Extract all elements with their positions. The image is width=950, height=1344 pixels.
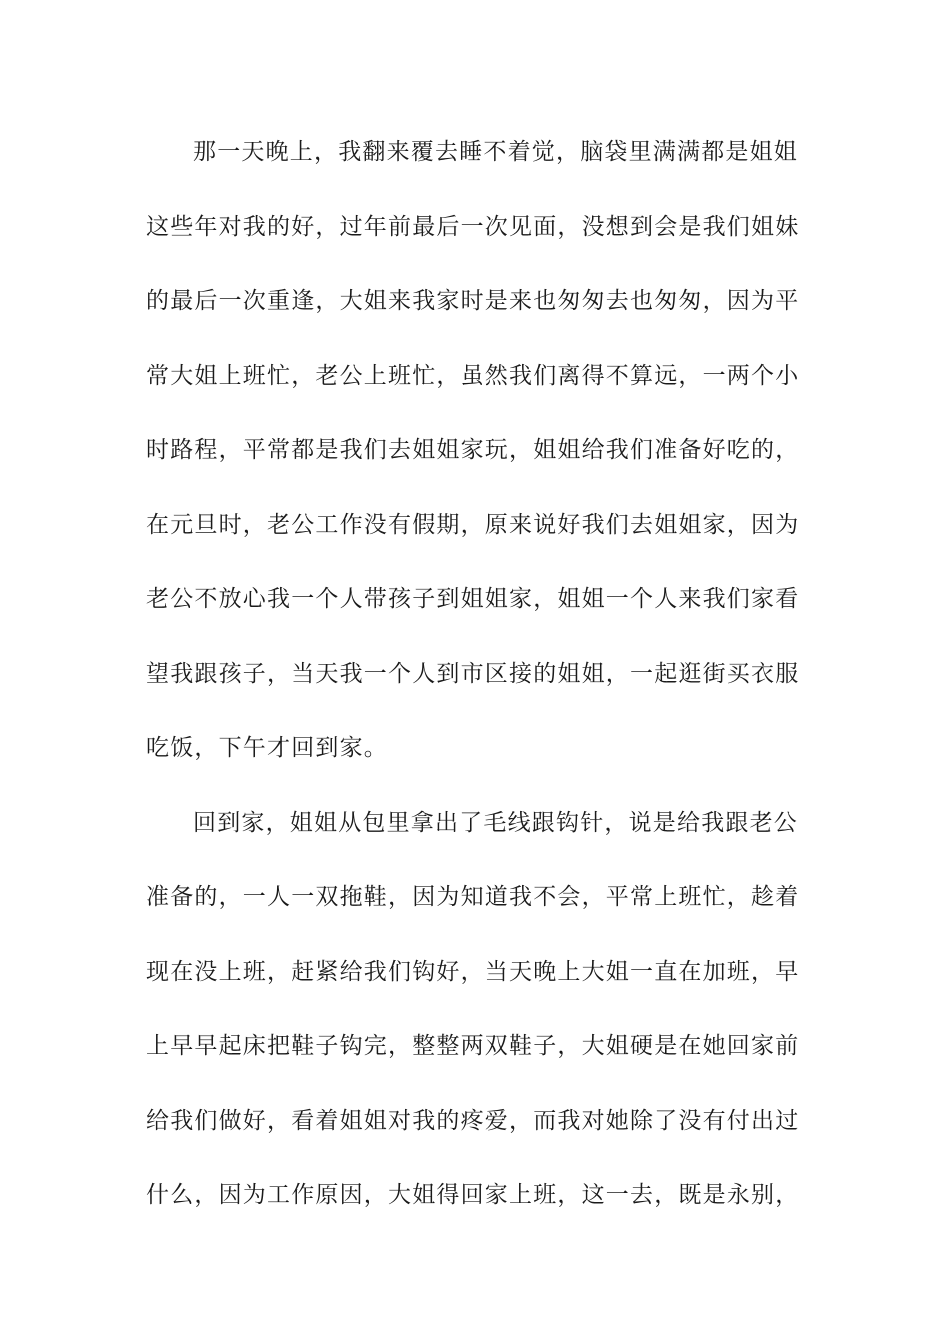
paragraph-line: 准备的，一人一双拖鞋，因为知道我不会，平常上班忙，趁着: [146, 884, 800, 910]
paragraph-line: 现在没上班，赶紧给我们钩好，当天晚上大姐一直在加班，早: [146, 958, 800, 985]
paragraph-line: 上早早起床把鞋子钩完，整整两双鞋子，大姐硬是在她回家前: [146, 1033, 800, 1059]
paragraph-1: [146, 128, 806, 799]
paragraph-line: 吃饭，下午才回到家。: [146, 735, 388, 761]
paragraph-line: 的最后一次重逢，大姐来我家时是来也匆匆去也匆匆，因为平: [146, 288, 800, 314]
paragraph-line: 望我跟孩子，当天我一个人到市区接的姐姐，一起逛街买衣服: [146, 660, 800, 687]
paragraph-line: 回到家，姐姐从包里拿出了毛线跟钩针，说是给我跟老公: [193, 809, 798, 836]
paragraph-line: 常大姐上班忙，老公上班忙，虽然我们离得不算远，一两个小: [146, 362, 800, 389]
paragraph-line: 在元旦时，老公工作没有假期，原来说好我们去姐姐家，因为: [146, 511, 800, 538]
paragraph-line: 那一天晚上，我翻来覆去睡不着觉，脑袋里满满都是姐姐: [193, 139, 798, 165]
paragraph-line: 这些年对我的好，过年前最后一次见面，没想到会是我们姐妹: [146, 213, 800, 240]
paragraph-line: 老公不放心我一个人带孩子到姐姐家，姐姐一个人来我们家看: [146, 586, 800, 612]
paragraph-line: 什么，因为工作原因，大姐得回家上班，这一去，既是永别，: [146, 1182, 800, 1208]
paragraph-2: [146, 799, 806, 1246]
paragraph-line: 时路程，平常都是我们去姐姐家玩，姐姐给我们准备好吃的，: [146, 437, 800, 463]
document-body: [146, 128, 806, 1246]
paragraph-line: 给我们做好，看着姐姐对我的疼爱，而我对她除了没有付出过: [146, 1107, 800, 1134]
